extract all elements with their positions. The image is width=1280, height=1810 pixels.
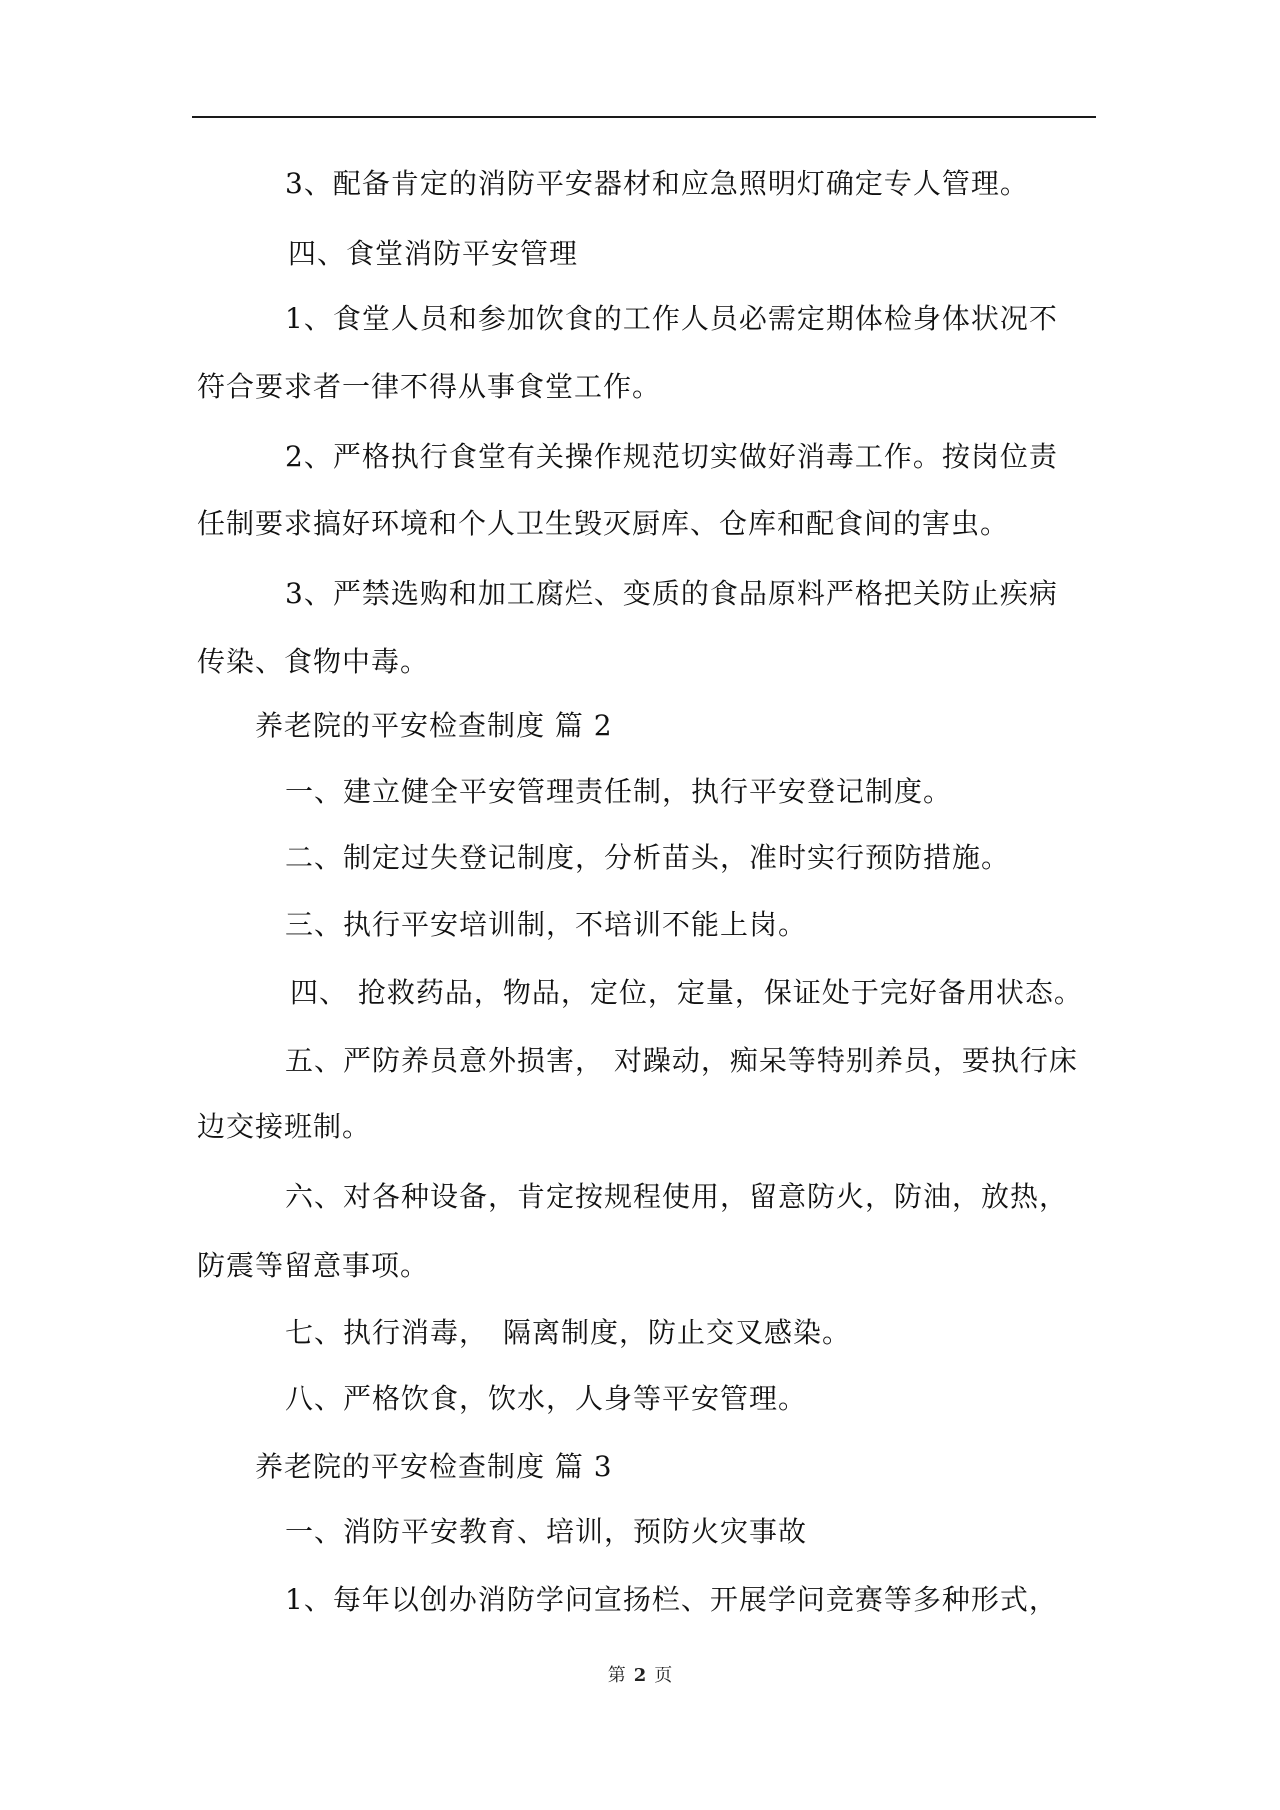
- text-line: 符合要求者一律不得从事食堂工作。: [197, 370, 662, 403]
- header-rule: [192, 116, 1096, 118]
- text-line: 3、配备肯定的消防平安器材和应急照明灯确定专人管理。: [285, 167, 1029, 200]
- text-line: 边交接班制。: [197, 1110, 372, 1143]
- text-line: 二、制定过失登记制度，分析苗头，准时实行预防措施。: [285, 841, 1011, 874]
- text-line: 八、严格饮食，饮水，人身等平安管理。: [285, 1382, 808, 1415]
- section-heading: 四、食堂消防平安管理: [288, 237, 579, 270]
- text-line: 一、消防平安教育、培训，预防火灾事故: [285, 1515, 808, 1548]
- text-line: 1、每年以创办消防学问宣扬栏、开展学问竞赛等多种形式，: [285, 1583, 1058, 1616]
- text-line: 六、对各种设备，肯定按规程使用，留意防火，防油，放热，: [285, 1180, 1069, 1213]
- text-line: 1、食堂人员和参加饮食的工作人员必需定期体检身体状况不: [285, 302, 1058, 335]
- text-line: 四、 抢救药品，物品，定位，定量，保证处于完好备用状态。: [290, 976, 1083, 1009]
- text-line: 防震等留意事项。: [197, 1249, 430, 1282]
- text-line: 3、严禁选购和加工腐烂、变质的食品原料严格把关防止疾病: [285, 577, 1058, 610]
- text-line: 传染、食物中毒。: [197, 645, 430, 678]
- text-line: 五、严防养员意外损害， 对躁动，痴呆等特别养员，要执行床: [285, 1044, 1078, 1077]
- section-title: 养老院的平安检查制度 篇 2: [255, 709, 613, 742]
- text-line: 一、建立健全平安管理责任制，执行平安登记制度。: [285, 775, 953, 808]
- page-footer: [0, 1664, 1280, 1688]
- section-title: 养老院的平安检查制度 篇 3: [255, 1450, 613, 1483]
- text-line: 三、执行平安培训制，不培训不能上岗。: [285, 908, 808, 941]
- footer-prefix: 第: [607, 1665, 626, 1686]
- text-line: 任制要求搞好环境和个人卫生毁灭厨库、仓库和配食间的害虫。: [197, 507, 1010, 540]
- text-line: 2、严格执行食堂有关操作规范切实做好消毒工作。按岗位责: [285, 440, 1058, 473]
- page-number: 2: [633, 1665, 647, 1686]
- footer-suffix: 页: [654, 1665, 673, 1686]
- text-line: 七、执行消毒， 隔离制度，防止交叉感染。: [285, 1316, 852, 1349]
